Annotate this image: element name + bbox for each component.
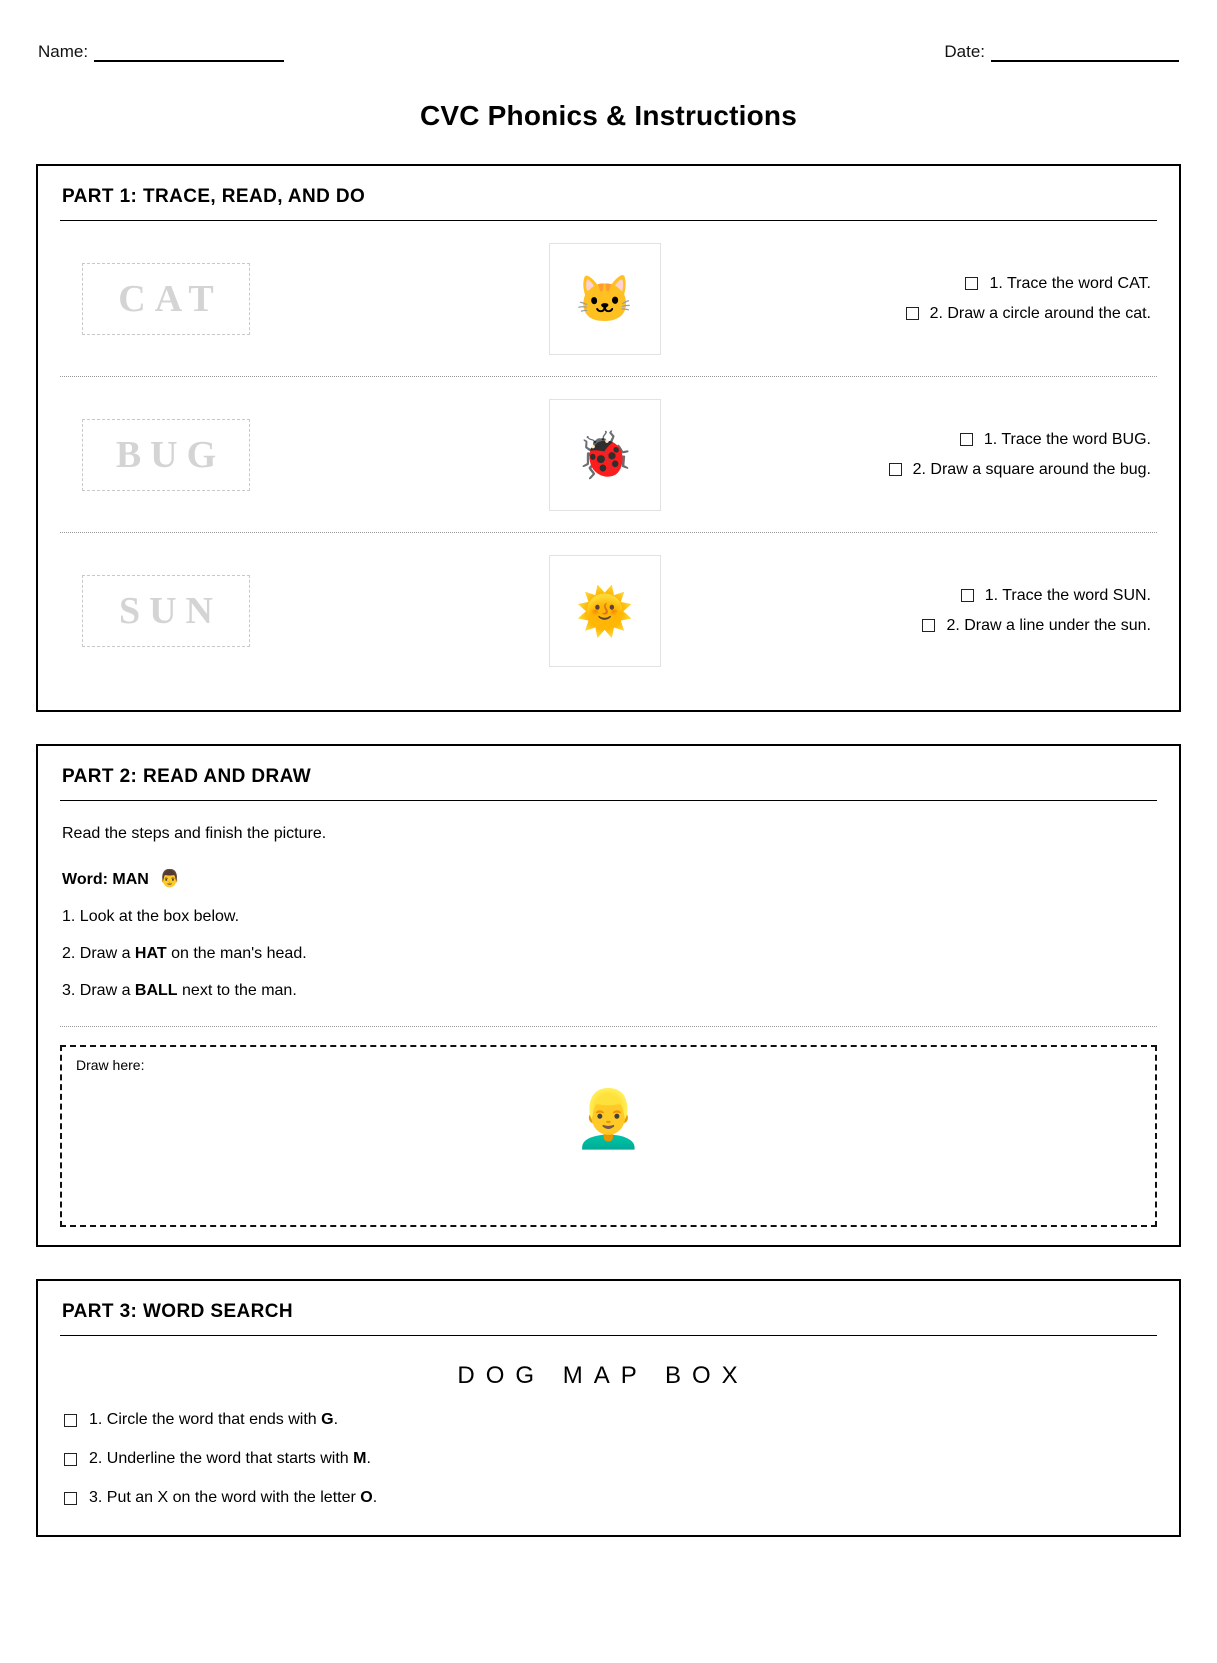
part2-panel — [36, 744, 1181, 1247]
checkbox-icon[interactable] — [64, 1492, 77, 1505]
name-field — [38, 42, 284, 62]
part1-panel — [36, 164, 1181, 712]
task-text-prefix: 3. Put an X on the word with the letter — [89, 1489, 361, 1506]
picture-cell — [440, 243, 770, 355]
task-label — [89, 1411, 338, 1429]
part2-step — [60, 945, 1157, 963]
checkbox-icon[interactable] — [906, 307, 919, 320]
part2-divider — [60, 1026, 1157, 1027]
task-text-prefix: 2. Underline the word that starts with — [89, 1450, 354, 1467]
drawing-area[interactable] — [60, 1045, 1157, 1227]
step-text-bold: BALL — [134, 982, 178, 999]
word-search-task[interactable] — [60, 1411, 1157, 1429]
date-label: Date: — [944, 42, 985, 61]
checkbox-icon[interactable] — [960, 433, 973, 446]
part2-heading-rule — [60, 800, 1157, 801]
task-label — [89, 1489, 377, 1507]
word-search-task[interactable] — [60, 1489, 1157, 1507]
part3-panel — [36, 1279, 1181, 1537]
picture-box — [549, 243, 661, 355]
task-line[interactable] — [960, 431, 1151, 449]
trace-box[interactable] — [82, 419, 250, 491]
trace-row — [60, 221, 1157, 376]
checkbox-icon[interactable] — [889, 463, 902, 476]
task-text-bold: M — [353, 1450, 367, 1467]
page-title: CVC Phonics & Instructions — [419, 100, 798, 131]
task-line[interactable] — [889, 461, 1151, 479]
task-text-bold: O — [360, 1489, 373, 1506]
checkbox-icon[interactable] — [965, 277, 978, 290]
part3-heading-rule — [60, 1335, 1157, 1336]
picture-box — [549, 555, 661, 667]
task-text-prefix: 1. Circle the word that ends with — [89, 1411, 322, 1428]
task-line[interactable] — [961, 587, 1151, 605]
task-text-suffix: . — [333, 1411, 339, 1428]
header-meta-row — [36, 28, 1181, 62]
part2-word-line — [60, 869, 1157, 889]
task-line[interactable] — [965, 275, 1151, 293]
task-label: 1. Trace the word CAT. — [989, 274, 1151, 292]
task-label: 2. Draw a square around the bug. — [912, 460, 1151, 478]
draw-here-label: Draw here: — [76, 1057, 145, 1073]
task-cell — [770, 587, 1157, 635]
task-text-bold: G — [321, 1411, 334, 1428]
step-text-suffix: next to the man. — [177, 982, 297, 999]
sun-with-face-emoji: 🌞 — [576, 584, 634, 637]
name-write-line[interactable] — [94, 47, 284, 62]
task-label: 1. Trace the word BUG. — [983, 430, 1151, 448]
part1-heading: PART 1: TRACE, READ, AND DO — [62, 186, 366, 207]
man-emoji: 👨 — [159, 869, 181, 888]
trace-cell — [60, 575, 440, 647]
picture-cell — [440, 399, 770, 511]
checkbox-icon[interactable] — [64, 1414, 77, 1427]
word-search-words: DOG MAP BOX — [457, 1362, 749, 1389]
date-field — [944, 42, 1179, 62]
trace-word: BUG — [115, 433, 226, 476]
word-search-task[interactable] — [60, 1450, 1157, 1468]
step-text-prefix: 3. Draw a — [62, 982, 135, 999]
checkbox-icon[interactable] — [961, 589, 974, 602]
part2-word-label: Word: MAN — [62, 871, 149, 888]
task-line[interactable] — [922, 617, 1151, 635]
task-line[interactable] — [906, 305, 1151, 323]
picture-cell — [440, 555, 770, 667]
trace-word: SUN — [118, 589, 223, 632]
part3-heading: PART 3: WORD SEARCH — [62, 1301, 294, 1322]
man-figure-emoji: 👱‍♂️ — [573, 1087, 644, 1150]
part2-step — [60, 982, 1157, 1000]
task-text-suffix: . — [372, 1489, 378, 1506]
task-cell — [770, 275, 1157, 323]
part2-heading: PART 2: READ AND DRAW — [62, 766, 312, 787]
checkbox-icon[interactable] — [64, 1453, 77, 1466]
step-text-bold: HAT — [134, 945, 167, 962]
task-cell — [770, 431, 1157, 479]
cat-face-emoji: 🐱 — [576, 272, 634, 325]
trace-row — [60, 532, 1157, 688]
step-text-prefix: 1. Look at the box below. — [62, 908, 240, 925]
trace-cell — [60, 263, 440, 335]
lady-beetle-emoji: 🐞 — [576, 428, 634, 481]
picture-box — [549, 399, 661, 511]
task-label: 2. Draw a line under the sun. — [946, 616, 1151, 634]
checkbox-icon[interactable] — [922, 619, 935, 632]
trace-row — [60, 376, 1157, 532]
task-label — [89, 1450, 371, 1468]
name-label: Name: — [38, 42, 89, 61]
trace-box[interactable] — [82, 263, 250, 335]
trace-box[interactable] — [82, 575, 250, 647]
part2-step — [60, 908, 1157, 926]
step-text-prefix: 2. Draw a — [62, 945, 135, 962]
task-label: 1. Trace the word SUN. — [984, 586, 1151, 604]
date-write-line[interactable] — [991, 47, 1179, 62]
task-label: 2. Draw a circle around the cat. — [929, 304, 1151, 322]
part2-intro: Read the steps and finish the picture. — [62, 825, 327, 842]
step-text-suffix: on the man's head. — [166, 945, 307, 962]
trace-word: CAT — [118, 277, 223, 320]
task-text-suffix: . — [366, 1450, 371, 1467]
trace-cell — [60, 419, 440, 491]
